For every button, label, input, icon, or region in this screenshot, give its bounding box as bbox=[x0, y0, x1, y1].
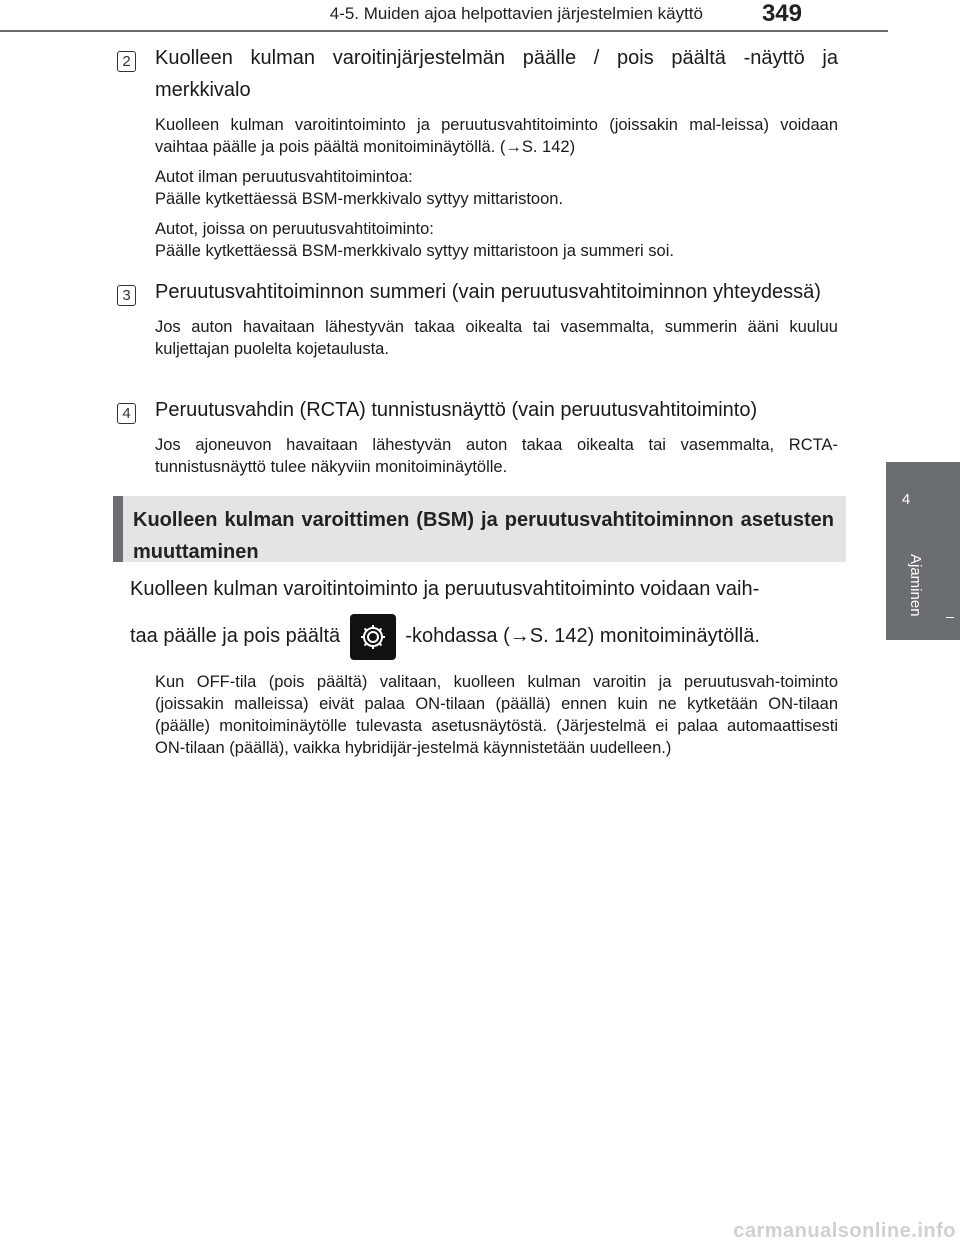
page-header bbox=[0, 0, 888, 32]
item-badge-3: 3 bbox=[117, 285, 136, 306]
page-number: 349 bbox=[761, 0, 802, 27]
section-note: Kun OFF-tila (pois päältä) valitaan, kuolleen kulman varoitin ja peruutusvah-toiminto (joissakin malleissa) eivät palaa ON-tilaan (päällä) ennen kuin ne kytketään ON-tilaan (päälle) monitoiminäytölle tulevasta asetusnäytöstä. (Järjestelmä ei palaa automaattisesti ON-tilaan (päällä), vaikka hybridijär-jestelmä käynnistetään uudelleen.) bbox=[155, 673, 838, 757]
item-paragraph: Kuolleen kulman varoitintoiminto ja peruutusvahtitoiminto (joissakin mal-leissa) voidaan vaihtaa päälle ja pois päältä monitoiminäytöllä. (→S. 142) bbox=[155, 116, 838, 156]
chapter-tab-mark bbox=[946, 617, 954, 618]
item-3 bbox=[155, 276, 838, 360]
lead-text: taa päälle ja pois päältä bbox=[130, 625, 341, 647]
item-badge-4: 4 bbox=[117, 403, 136, 424]
gear-icon bbox=[350, 614, 396, 660]
item-paragraph: Jos auton havaitaan lähestyvän takaa oikealta tai vasemmalta, summerin ääni kuuluu kuljettajan puolelta kojetaulusta. bbox=[155, 318, 838, 358]
chapter-label: Ajaminen bbox=[907, 554, 924, 617]
watermark: carmanualsonline.info bbox=[733, 1220, 956, 1242]
section-lead-line2 bbox=[130, 610, 838, 662]
item-paragraph: Jos ajoneuvon havaitaan lähestyvän auton takaa oikealta tai vasemmalta, RCTA-tunnistusnäyttö tulee näkyviin monitoiminäytölle. bbox=[155, 436, 838, 476]
chapter-number: 4 bbox=[901, 491, 911, 508]
item-paragraph: Autot, joissa on peruutusvahtitoiminto: bbox=[155, 220, 434, 238]
section-heading: Kuolleen kulman varoittimen (BSM) ja peruutusvahtitoiminnon asetusten muuttaminen bbox=[113, 496, 846, 562]
item-paragraph: Päälle kytkettäessä BSM-merkkivalo syttyy mittaristoon ja summeri soi. bbox=[155, 242, 674, 260]
item-paragraph: Päälle kytkettäessä BSM-merkkivalo syttyy mittaristoon. bbox=[155, 190, 564, 208]
section-title: 4-5. Muiden ajoa helpottavien järjestelmien käyttö bbox=[329, 4, 703, 23]
item-title: Peruutusvahdin (RCTA) tunnistusnäyttö (vain peruutusvahtitoiminto) bbox=[155, 399, 758, 421]
item-paragraph: Autot ilman peruutusvahtitoimintoa: bbox=[155, 168, 413, 186]
item-4 bbox=[155, 394, 838, 478]
item-title: Peruutusvahtitoiminnon summeri (vain peruutusvahtitoiminnon yhteydessä) bbox=[155, 281, 821, 303]
lead-text: -kohdassa (→S. 142) monitoiminäytöllä. bbox=[405, 625, 760, 647]
item-title: Kuolleen kulman varoitinjärjestelmän päälle / pois päältä -näyttö ja merkkivalo bbox=[155, 47, 838, 101]
item-2 bbox=[155, 42, 838, 262]
section-lead-line1: Kuolleen kulman varoitintoiminto ja peruutusvahtitoiminto voidaan vaih- bbox=[130, 578, 760, 600]
item-badge-2: 2 bbox=[117, 51, 136, 72]
